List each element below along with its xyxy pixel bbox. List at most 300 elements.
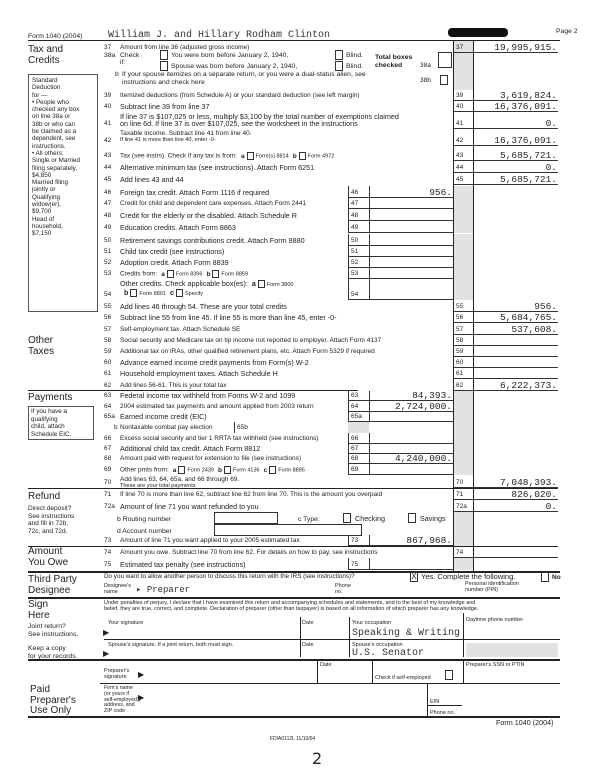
line-box-number: 68 xyxy=(348,454,369,464)
line-box-number: 41 xyxy=(453,112,473,129)
line-number: 40 xyxy=(104,103,112,110)
rule xyxy=(317,659,318,683)
option-label: Form 2439 xyxy=(187,467,214,474)
shaded-cell xyxy=(453,186,473,198)
date-label: Date xyxy=(302,620,314,626)
line-74 xyxy=(104,546,558,558)
description-text: Foreign tax credit. Attach Form 1116 if required xyxy=(120,189,270,197)
line-description-2 xyxy=(120,289,345,297)
rule xyxy=(463,659,464,683)
line-description xyxy=(120,314,450,322)
option-letter: a xyxy=(172,466,177,474)
line-box-number: 67 xyxy=(348,444,369,454)
line-amount[interactable] xyxy=(369,464,453,475)
line-description xyxy=(120,413,345,421)
line-description xyxy=(120,212,345,220)
note-line: See instructions xyxy=(28,512,75,520)
shaded-cell xyxy=(453,444,473,454)
note-line: $9,700 xyxy=(32,208,52,216)
note-line: See instructions. xyxy=(28,630,79,638)
line-amount[interactable]: 19,995,915. xyxy=(473,42,558,53)
line-38b-box-label: 38b xyxy=(420,77,431,84)
description-text: Itemized deductions (from Schedule A) or your standard deduction (see left margin) xyxy=(120,92,360,99)
note-line: Married filing xyxy=(32,179,69,187)
eic-note-box xyxy=(28,406,94,440)
line-description xyxy=(120,237,345,245)
line-number: 48 xyxy=(104,212,112,219)
designee-pin-label: Personal identification number (PIN) xyxy=(465,581,519,594)
line-box-number: 75 xyxy=(348,558,369,570)
line-description xyxy=(120,359,450,367)
description-text: Alternative minimum tax (see instructions). Attach Form 6251 xyxy=(120,164,315,172)
line-47 xyxy=(104,198,558,209)
line-box-number: 74 xyxy=(453,546,473,558)
line-amount[interactable]: 7,048,393. xyxy=(473,475,558,488)
line-45 xyxy=(104,173,558,185)
page-number: 2 xyxy=(312,749,323,768)
note-line: • All others: xyxy=(32,149,64,157)
line-number: 49 xyxy=(104,224,112,231)
line-number: 72a xyxy=(104,503,115,510)
perjury-statement-2: belief, they are true, correct, and complete. Declaration of preparer (other than taxpayer) is based on all information of which preparer has any knowledge. xyxy=(104,606,479,612)
spouse-born-before-1940-checkbox[interactable] xyxy=(160,61,168,71)
line-box-number: 66 xyxy=(348,433,369,444)
line-59 xyxy=(104,346,558,357)
note-line: (or yours if xyxy=(104,690,130,697)
line-description xyxy=(120,435,345,442)
line-amount[interactable] xyxy=(473,368,558,379)
line-amount[interactable]: 6,222,373. xyxy=(473,379,558,391)
dual-status-checkbox[interactable] xyxy=(440,75,448,85)
section-third-party: Third Party Designee xyxy=(28,574,77,596)
line-48 xyxy=(104,209,558,221)
line-amount[interactable] xyxy=(369,433,453,444)
option-letter: a xyxy=(251,280,256,288)
line-amount[interactable]: 5,685,721. xyxy=(473,173,558,185)
total-boxes-input[interactable] xyxy=(438,52,452,68)
line-amount[interactable]: 826,020. xyxy=(473,488,558,500)
line-amount[interactable]: 4,240,000. xyxy=(369,454,453,464)
line-box-number: 53 xyxy=(348,268,369,279)
self-employed-checkbox[interactable] xyxy=(445,670,453,680)
line-description-2 xyxy=(120,137,450,143)
rule xyxy=(28,659,560,661)
line-number: 61 xyxy=(104,370,112,377)
spouse-blind-checkbox[interactable] xyxy=(335,61,343,71)
note-line: household, xyxy=(32,222,63,230)
option-letter: b xyxy=(218,466,222,474)
your-signature-field[interactable] xyxy=(115,624,298,638)
note-line: checked any box xyxy=(32,106,80,114)
designee-phone-label: Phone no. xyxy=(335,583,351,596)
description-text: Federal income tax withheld from Forms W-2 and 1099 xyxy=(120,392,296,400)
line-75 xyxy=(104,558,558,570)
checkbox[interactable] xyxy=(130,289,137,297)
description-text: Education credits. Attach Form 8863 xyxy=(120,224,236,232)
shaded-cell xyxy=(453,464,473,475)
line-46 xyxy=(104,186,558,198)
line-box-number: 44 xyxy=(453,161,473,173)
designee-no-checkbox[interactable] xyxy=(541,572,549,582)
section-payments: Payments xyxy=(28,392,73,403)
section-amount-you-owe: Amount You Owe xyxy=(28,546,69,568)
line-box-number: 71 xyxy=(453,488,473,500)
line-number: 46 xyxy=(104,189,112,196)
note-line: 38b or who can xyxy=(32,120,76,128)
account-type-label: c Type: xyxy=(298,516,320,523)
shaded-cell xyxy=(453,209,473,221)
line-44 xyxy=(104,161,558,173)
blind-label: Blind. xyxy=(346,63,364,70)
line-description xyxy=(120,259,345,267)
option-letter: b xyxy=(124,289,129,297)
note-line: Standard xyxy=(32,77,58,84)
line-number: 55 xyxy=(104,303,112,310)
note-line: Deduction xyxy=(32,84,61,92)
checkbox[interactable] xyxy=(176,289,183,297)
line-65a xyxy=(104,412,558,422)
arrow-icon: ▶ xyxy=(103,649,110,658)
blind-label: Blind. xyxy=(346,52,364,59)
option-label: Form(s) 8814 xyxy=(255,153,289,160)
line-box-number: 42 xyxy=(453,129,473,146)
line-67 xyxy=(104,444,558,454)
note-line: If you have a xyxy=(31,408,68,415)
arrow-icon: ▸ xyxy=(136,585,147,595)
ein-label: EIN xyxy=(430,699,440,705)
line-box-number: 59 xyxy=(453,346,473,357)
line-description xyxy=(120,392,345,400)
designee-yes-checkbox[interactable]: X xyxy=(411,572,417,581)
line-box-number: 63 xyxy=(348,391,369,401)
line-amount[interactable]: 0. xyxy=(473,112,558,129)
line-description xyxy=(120,103,450,111)
description-text: Amount you owe. Subtract line 70 from line 62. For details on how to pay, see instructions xyxy=(120,549,378,556)
line-38b-number: b xyxy=(115,71,119,78)
line-b xyxy=(104,422,558,433)
line-number: 68 xyxy=(104,455,112,462)
line-amount[interactable] xyxy=(369,246,453,257)
line-number: 44 xyxy=(104,164,112,171)
shaded-cell xyxy=(453,198,473,209)
description-text: Estimated tax penalty (see instructions) xyxy=(120,561,246,569)
note-line: Schedule EIC. xyxy=(31,430,72,438)
note-line: address, and xyxy=(104,702,135,709)
checking-checkbox[interactable] xyxy=(343,513,351,523)
line-amount[interactable]: 2,724,000. xyxy=(369,401,453,412)
description-text: If line 70 is more than line 62, subtract line 62 from line 70. This is the amount you overpaid xyxy=(120,491,383,498)
line-54 xyxy=(104,279,558,300)
checkbox[interactable] xyxy=(258,280,265,288)
direct-deposit-note xyxy=(28,505,74,535)
description-text: Amount from line 36 (adjusted gross income) xyxy=(120,44,250,51)
note-line: qualifying xyxy=(31,415,58,423)
line-38a-box-label: 38a xyxy=(420,62,431,69)
preparer-ssn-label: Preparer's SSN or PTIN xyxy=(466,662,525,668)
shaded-cell xyxy=(453,433,473,444)
line-amount[interactable]: 3,619,824. xyxy=(473,91,558,101)
shaded-cell xyxy=(453,246,473,257)
line-50 xyxy=(104,234,558,246)
line-number: 45 xyxy=(104,176,112,183)
line-box-number: 65b xyxy=(234,422,274,433)
line-amount[interactable] xyxy=(473,346,558,357)
description-text: Earned income credit (EIC) xyxy=(120,413,207,421)
line-description xyxy=(120,200,345,207)
total-boxes-label: Total boxes checked xyxy=(375,54,413,69)
description-text: Add lines 56-61. This is your total tax xyxy=(120,382,227,389)
line-number: 39 xyxy=(104,92,112,99)
line-amount[interactable]: 5,685,721. xyxy=(473,149,558,161)
note-line: dependent, see xyxy=(32,135,76,143)
line-number: 58 xyxy=(104,337,112,344)
checkbox[interactable] xyxy=(167,270,174,278)
line-amount[interactable] xyxy=(369,209,453,221)
line-description xyxy=(120,164,450,172)
your-occupation[interactable]: Speaking & Writing xyxy=(352,628,461,639)
checking-label: Checking xyxy=(355,514,385,523)
line-amount[interactable] xyxy=(369,257,453,268)
line-68 xyxy=(104,454,558,464)
note-line: self-employed), xyxy=(104,696,141,703)
line-box-number: 64 xyxy=(348,401,369,412)
description-text: Child tax credit (see instructions) xyxy=(120,248,225,256)
line-description xyxy=(120,348,450,355)
line-60 xyxy=(104,357,558,368)
line-number: 75 xyxy=(104,561,112,568)
line-amount[interactable]: 16,376,091. xyxy=(473,129,558,146)
line-box-number: 49 xyxy=(348,221,369,233)
description-text: Social security and Medicare tax on tip income not reported to employer. Attach Form 4137 xyxy=(120,337,382,344)
line-66 xyxy=(104,433,558,444)
line-amount[interactable]: 537,608. xyxy=(473,323,558,335)
line-amount[interactable] xyxy=(369,558,453,570)
note-line: on line 38a or xyxy=(32,113,71,121)
option-letter: a xyxy=(161,270,165,278)
checkbox[interactable] xyxy=(247,152,254,160)
designee-yes-label: Yes. Complete the following. xyxy=(421,572,516,581)
note-line: filing separately, xyxy=(32,164,78,172)
line-box-number: 73 xyxy=(348,535,369,546)
line-amount[interactable] xyxy=(369,412,453,422)
line-description xyxy=(120,445,345,453)
line-40 xyxy=(104,101,558,112)
description-text: Add lines 63, 64, 65a, and 66 through 69. xyxy=(120,476,240,483)
column-rule xyxy=(453,41,454,571)
line-amount[interactable] xyxy=(369,221,453,233)
line-41 xyxy=(104,112,558,129)
line-amount[interactable] xyxy=(369,198,453,209)
description-text: If line 37 is $107,025 or less, multiply $3,100 by the total number of exemptions claimed xyxy=(120,113,399,121)
note-line: • People who xyxy=(32,98,69,106)
description-text: These are your total payments xyxy=(120,483,196,489)
shaded-cell xyxy=(453,454,473,464)
account-number-input[interactable] xyxy=(214,524,362,536)
description-text: Other credits. Check applicable box(es): xyxy=(120,280,248,288)
designee-question: Do you want to allow another person to discuss this return with the IRS (see instructions)? xyxy=(104,573,355,580)
line-37 xyxy=(104,42,558,53)
line-58 xyxy=(104,335,558,346)
line-box-number: 54 xyxy=(348,279,369,300)
rule xyxy=(104,639,560,640)
shaded-cell xyxy=(453,412,473,422)
shaded-cell xyxy=(453,512,473,546)
savings-label: Savings xyxy=(420,514,446,523)
header-rule xyxy=(28,40,560,41)
line-description xyxy=(120,403,345,410)
designee-name-label: Designee's name xyxy=(104,583,132,596)
line-box-number: 45 xyxy=(453,173,473,185)
line-box-number: 46 xyxy=(348,186,369,198)
note-line: Single or Married xyxy=(32,157,80,165)
rule xyxy=(100,683,560,684)
description-text: Retirement savings contributions credit. Attach Form 8880 xyxy=(120,237,305,245)
line-number: 70 xyxy=(104,479,112,486)
note-line: and fill in 72b, xyxy=(28,520,69,528)
rule xyxy=(28,597,560,599)
preparer-signature-label: Preparer's signature xyxy=(104,668,130,681)
line-box-number: 52 xyxy=(348,257,369,268)
description-text: Taxable income. Subtract line 41 from line 40. xyxy=(120,130,252,137)
line-amount[interactable]: 0. xyxy=(473,161,558,173)
line-box-number: 60 xyxy=(453,357,473,368)
section-sign-here: Sign Here xyxy=(28,599,50,621)
note-line: be claimed as a xyxy=(32,128,77,136)
line-73 xyxy=(104,535,558,546)
designee-name-value xyxy=(136,585,190,595)
line-amount[interactable] xyxy=(473,357,558,368)
born-before-label: You were born before January 2, 1940, xyxy=(171,52,289,59)
line-description xyxy=(120,152,450,160)
line-box-number: 62 xyxy=(453,379,473,391)
line-amount[interactable]: 867,968. xyxy=(369,535,453,546)
rule xyxy=(349,617,350,657)
line-number: 51 xyxy=(104,248,112,255)
arrow-icon: ▶ xyxy=(103,628,110,637)
line-amount[interactable] xyxy=(473,546,558,558)
line-number: 42 xyxy=(104,137,112,144)
option-label: Form 8396 xyxy=(175,271,203,278)
designee-name: Preparer xyxy=(146,585,191,595)
line-description xyxy=(120,549,450,556)
line-box-number: 39 xyxy=(453,91,473,101)
line-56 xyxy=(104,312,558,323)
line-number: 73 xyxy=(104,537,112,544)
line-box-number: 51 xyxy=(348,246,369,257)
line-number: 63 xyxy=(104,392,112,399)
arrow-icon: ▶ xyxy=(138,693,145,702)
line-number: 64 xyxy=(104,403,112,410)
phone-label: Phone no. xyxy=(430,710,456,716)
line-box-number: 65a xyxy=(348,412,369,422)
line-number: 69 xyxy=(104,466,112,473)
checkbox[interactable] xyxy=(224,466,231,474)
line-description xyxy=(120,466,345,474)
column-rule xyxy=(473,41,474,571)
line-amount[interactable]: 84,393. xyxy=(369,391,453,401)
description-text: Credit for child and dependent care expenses. Attach Form 2441 xyxy=(120,200,307,207)
your-occupation-label: Your occupation xyxy=(352,620,392,626)
option-label: Form 4972 xyxy=(307,153,335,160)
note-line: $7,150 xyxy=(32,230,52,238)
line-amount[interactable] xyxy=(473,335,558,346)
note-line: Joint return? xyxy=(28,623,66,630)
line-61 xyxy=(104,368,558,379)
description-text: Nontaxable combat pay election xyxy=(120,424,213,431)
spouse-occupation[interactable]: U.S. Senator xyxy=(352,648,425,659)
section-refund: Refund xyxy=(28,491,61,502)
taxpayer-names: William J. and Hillary Rodham Clinton xyxy=(108,30,331,41)
checkbox[interactable] xyxy=(212,270,219,278)
line-amount[interactable]: 16,376,091. xyxy=(473,101,558,112)
line-amount[interactable] xyxy=(369,234,453,246)
checkbox[interactable] xyxy=(269,466,276,474)
note-line: ZIP code xyxy=(104,708,126,715)
line-description xyxy=(120,303,450,311)
line-amount[interactable]: 956. xyxy=(473,300,558,312)
preparer-date-label: Date xyxy=(320,662,332,668)
line-amount[interactable] xyxy=(369,279,453,300)
form-code: FDIA0112L 11/10/04 xyxy=(270,736,316,742)
self-employed-label: Check if self-employed xyxy=(375,675,431,681)
line-amount[interactable] xyxy=(369,268,453,279)
line-description xyxy=(120,370,450,378)
description-text: If line 41 is more than line 40, enter -0- xyxy=(120,137,216,143)
line-number: 37 xyxy=(104,44,112,51)
note-line: Keep a copy xyxy=(28,645,66,652)
routing-number-input[interactable] xyxy=(214,512,278,524)
description-text: Credits from: xyxy=(120,270,158,278)
shaded-cell xyxy=(453,234,473,246)
description-text: Subtract line 39 from line 37 xyxy=(120,103,210,111)
checkbox[interactable] xyxy=(178,466,185,474)
description-text: Additional tax on IRAs, other qualified retirement plans, etc. Attach Form 5329 if required xyxy=(120,348,375,355)
perjury-statement: Under penalties of perjury, I declare that I have examined this return and accompanying schedules and statements, and to the best of my knowledge and xyxy=(104,600,476,606)
line-number: b xyxy=(114,424,118,431)
option-letter: a xyxy=(241,152,245,160)
line-amount[interactable]: 0. xyxy=(473,500,558,512)
note-line: Firm's name xyxy=(104,685,133,691)
firm-name-label xyxy=(104,686,140,715)
routing-number-label: b Routing number xyxy=(117,516,172,523)
line-number: 59 xyxy=(104,348,112,355)
section-other-taxes: Other Taxes xyxy=(28,335,55,357)
description-text: Add lines 46 through 54. These are your total credits xyxy=(120,303,287,311)
spouse-born-label: Spouse was born before January 2, 1940, xyxy=(171,63,298,70)
line-description xyxy=(120,537,345,544)
line-box-number: 70 xyxy=(453,475,473,488)
line-description xyxy=(120,176,450,184)
line-53 xyxy=(104,268,558,279)
line-box-number: 48 xyxy=(348,209,369,221)
note-line: instructions. xyxy=(32,142,66,150)
line-description xyxy=(120,382,450,389)
line-amount[interactable]: 956. xyxy=(369,186,453,198)
line-description xyxy=(120,92,450,99)
savings-checkbox[interactable] xyxy=(408,513,416,523)
your-signature-label: Your signature xyxy=(108,620,144,626)
line-amount[interactable]: 5,684,765. xyxy=(473,312,558,323)
description-text: on line 6d. If line 37 is over $107,025, see the worksheet in the instructions xyxy=(120,120,358,128)
option-label: Form 3800 xyxy=(266,282,294,288)
option-label: Form 4136 xyxy=(232,467,260,474)
line-description xyxy=(120,280,345,288)
description-text: Amount of line 71 you want refunded to you xyxy=(120,503,259,511)
description-text: Subtract line 55 from line 45. If line 55 is more than line 45, enter -0- xyxy=(120,314,337,322)
arrow-icon: ▶ xyxy=(138,670,145,679)
checkbox[interactable] xyxy=(299,152,306,160)
note-line: 72c, and 72d. xyxy=(28,527,68,535)
